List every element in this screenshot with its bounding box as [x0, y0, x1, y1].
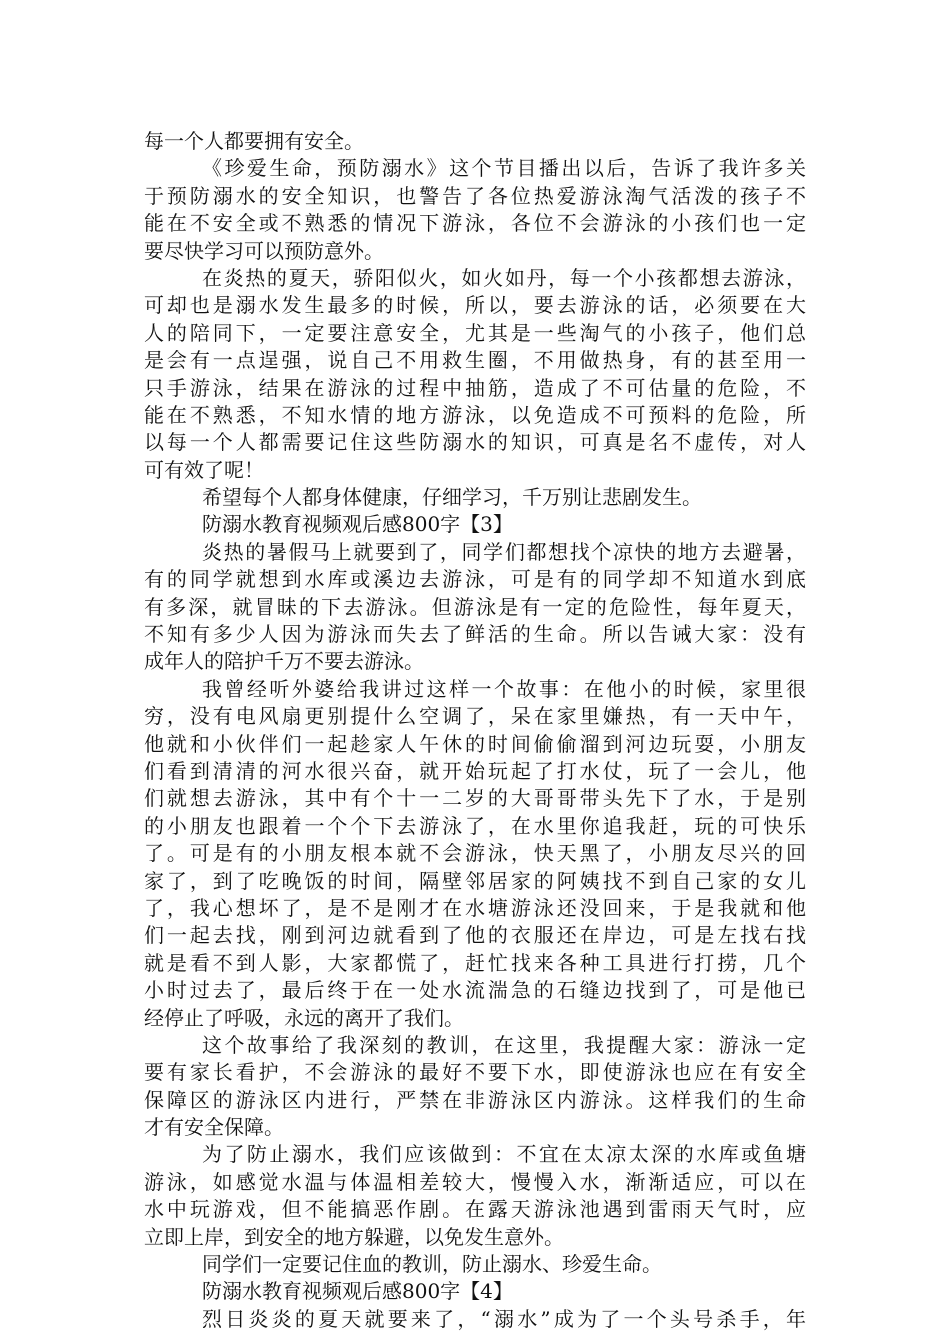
text-line: 能在不熟悉，不知水情的地方游泳，以免造成不可预料的危险，所 [144, 402, 806, 427]
text-line: 小时过去了，最后终于在一处水流湍急的石缝边找到了，可是他已 [144, 978, 806, 1003]
text-line: 经停止了呼吸，永远的离开了我们。 [144, 1005, 464, 1030]
text-line: 家了，到了吃晚饭的时间，隔壁邻居家的阿姨找不到自己家的女儿 [144, 868, 806, 893]
text-line: 要有家长看护，不会游泳的最好不要下水，即使游泳也应在有安全 [144, 1060, 806, 1085]
text-line: 就是看不到人影，大家都慌了，赶忙找来各种工具进行打捞，几个 [144, 950, 806, 975]
text-line: 以每一个人都需要记住这些防溺水的知识，可真是名不虚传，对人 [144, 430, 806, 455]
text-line: 《珍爱生命，预防溺水》这个节目播出以后，告诉了我许多关 [202, 156, 806, 181]
text-line: 们看到清清的河水很兴奋，就开始玩起了打水仗，玩了一会儿，他 [144, 758, 806, 783]
text-line: 成年人的陪护千万不要去游泳。 [144, 649, 424, 674]
text-line: 了。可是有的小朋友根本就不会游泳，快天黑了，小朋友尽兴的回 [144, 841, 806, 866]
text-line: 人的陪同下，一定要注意安全，尤其是一些淘气的小孩子，他们总 [144, 320, 806, 345]
text-line: 们一起去找，刚到河边就看到了他的衣服还在岸边，可是左找右找 [144, 923, 806, 948]
text-line: 烈日炎炎的夏天就要来了，“溺水”成为了一个头号杀手，年 [202, 1306, 806, 1331]
text-line: 为了防止溺水，我们应该做到：不宜在太凉太深的水库或鱼塘 [202, 1142, 806, 1167]
text-line: 有多深，就冒昧的下去游泳。但游泳是有一定的危险性，每年夏天， [144, 594, 806, 619]
text-line: 能在不安全或不熟悉的情况下游泳，各位不会游泳的小孩们也一定 [144, 211, 806, 236]
text-line: 炎热的暑假马上就要到了，同学们都想找个凉快的地方去避暑， [202, 539, 806, 564]
text-line: 是会有一点逞强，说自己不用救生圈，不用做热身，有的甚至用一 [144, 348, 806, 373]
text-line: 可却也是溺水发生最多的时候，所以，要去游泳的话，必须要在大 [144, 293, 806, 318]
text-line: 这个故事给了我深刻的教训，在这里，我提醒大家：游泳一定 [202, 1032, 806, 1057]
text-line: 了，我心想坏了，是不是刚才在水塘游泳还没回来，于是我就和他 [144, 895, 806, 920]
text-line: 有的同学就想到水库或溪边去游泳，可是有的同学却不知道水到底 [144, 567, 806, 592]
text-line: 希望每个人都身体健康，仔细学习，千万别让悲剧发生。 [202, 485, 702, 510]
text-line: 防溺水教育视频观后感800字【4】 [202, 1279, 513, 1304]
text-line: 只手游泳，结果在游泳的过程中抽筋，造成了不可估量的危险，不 [144, 375, 806, 400]
text-line: 防溺水教育视频观后感800字【3】 [202, 512, 513, 537]
text-line: 于预防溺水的安全知识，也警告了各位热爱游泳淘气活泼的孩子不 [144, 183, 806, 208]
text-line: 我曾经听外婆给我讲过这样一个故事：在他小的时候，家里很 [202, 676, 806, 701]
text-line: 在炎热的夏天，骄阳似火，如火如丹，每一个小孩都想去游泳， [202, 265, 806, 290]
text-line: 的小朋友也跟着一个个下去游泳了，在水里你追我赶，玩的可快乐 [144, 813, 806, 838]
text-line: 立即上岸，到安全的地方躲避，以免发生意外。 [144, 1224, 564, 1249]
text-line: 同学们一定要记住血的教训，防止溺水、珍爱生命。 [202, 1252, 662, 1277]
text-line: 可有效了呢！ [144, 457, 264, 482]
text-line: 要尽快学习可以预防意外。 [144, 238, 384, 263]
text-line: 不知有多少人因为游泳而失去了鲜活的生命。所以告诫大家：没有 [144, 622, 806, 647]
text-line: 他就和小伙伴们一起趁家人午休的时间偷偷溜到河边玩耍，小朋友 [144, 731, 806, 756]
text-line: 穷，没有电风扇更别提什么空调了，呆在家里嫌热，有一天中午， [144, 704, 806, 729]
text-line: 才有安全保障。 [144, 1115, 284, 1140]
text-line: 们就想去游泳，其中有个十一二岁的大哥哥带头先下了水，于是别 [144, 786, 806, 811]
text-line: 每一个人都要拥有安全。 [144, 129, 364, 153]
text-line: 保障区的游泳区内进行，严禁在非游泳区内游泳。这样我们的生命 [144, 1087, 806, 1112]
text-line: 游泳，如感觉水温与体温相差较大，慢慢入水，渐渐适应，可以在 [144, 1169, 806, 1194]
text-line: 水中玩游戏，但不能搞恶作剧。在露天游泳池遇到雷雨天气时，应 [144, 1197, 806, 1222]
document-body [144, 128, 806, 1333]
